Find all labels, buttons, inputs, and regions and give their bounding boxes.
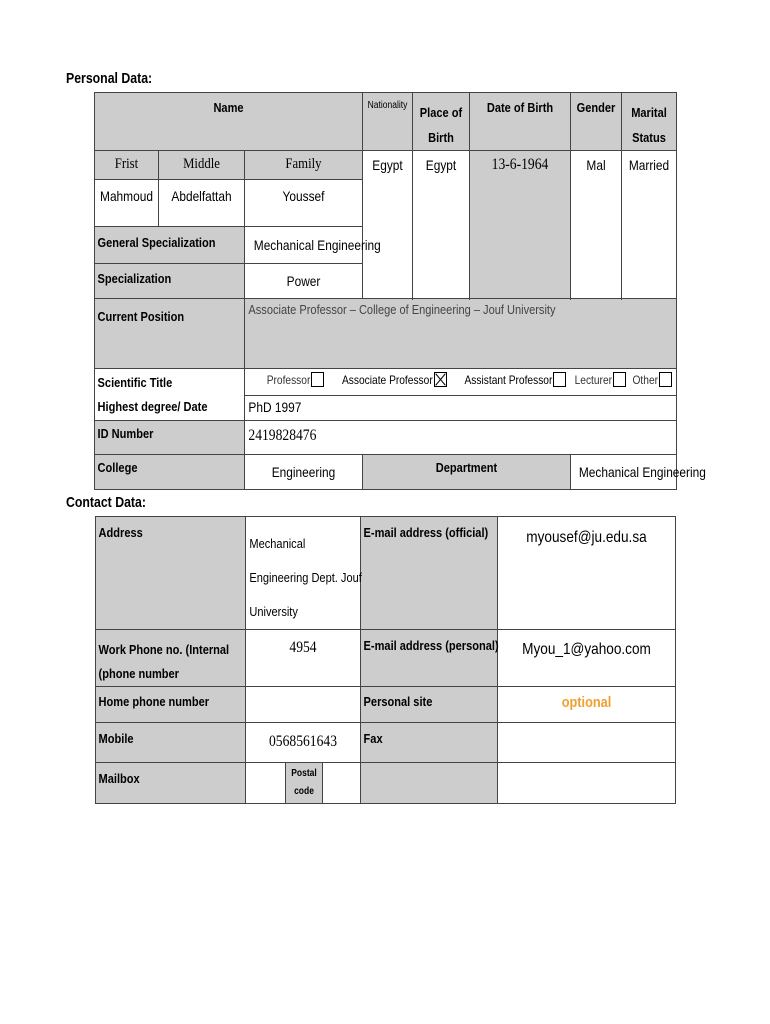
college-label: College [95, 455, 245, 490]
middle-name-header: Middle [159, 151, 245, 180]
personal-data-table [94, 92, 706, 490]
title-option-associate-professor[interactable]: Associate Professor [326, 372, 447, 387]
associate-professor-checkbox[interactable] [434, 372, 447, 387]
department-value: Mechanical Engineering [571, 455, 677, 490]
personal-data-title: Personal Data: [66, 70, 153, 87]
nationality-header: Nationality [363, 93, 413, 151]
family-name-value: Youssef [245, 180, 363, 227]
email-official-value[interactable]: myousef@ju.edu.sa [498, 517, 676, 630]
email-official-label: E-mail address (official) [361, 517, 498, 630]
email-personal-value[interactable]: Myou_1@yahoo.com [498, 630, 676, 687]
highest-degree-value: PhD 1997 [245, 396, 677, 421]
home-phone-label: Home phone number [96, 687, 246, 723]
id-number-value: 2419828476 [245, 421, 677, 455]
mobile-value: 0568561643 [246, 723, 361, 763]
postal-code-value [323, 763, 361, 804]
general-specialization-value: Mechanical Engineering [245, 227, 363, 264]
personal-site-value[interactable]: optional [498, 687, 676, 723]
nationality-value: Egypt [363, 151, 413, 299]
department-label: Department [363, 455, 571, 490]
work-phone-label: Work Phone no. (Internal (phone number [96, 630, 246, 687]
date-of-birth-value: 13-6-1964 [470, 151, 571, 299]
lecturer-checkbox[interactable] [613, 372, 626, 387]
title-option-assistant-professor[interactable]: Assistant Professor [449, 372, 566, 387]
scientific-title-label: Scientific Title [95, 369, 245, 396]
email-personal-label: E-mail address (personal) [361, 630, 498, 687]
mailbox-label: Mailbox [96, 763, 246, 804]
gender-value: Mal [571, 151, 622, 299]
title-option-lecturer[interactable]: Lecturer [568, 372, 626, 387]
id-number-label: ID Number [95, 421, 245, 455]
fax-value [498, 723, 676, 763]
place-of-birth-value: Egypt [413, 151, 470, 299]
fax-label: Fax [361, 723, 498, 763]
current-position-label: Current Position [95, 299, 245, 369]
place-of-birth-header: Place of Birth [413, 93, 470, 151]
name-header: Name [95, 93, 363, 151]
middle-name-value: Abdelfattah [159, 180, 245, 227]
empty-cell [498, 763, 676, 804]
gender-header: Gender [571, 93, 622, 151]
specialization-value: Power [245, 264, 363, 299]
work-phone-value: 4954 [246, 630, 361, 687]
current-position-value: Associate Professor – College of Engineering – Jouf University [245, 299, 677, 369]
home-phone-value [246, 687, 361, 723]
mailbox-value [246, 763, 286, 804]
mobile-label: Mobile [96, 723, 246, 763]
assistant-professor-checkbox[interactable] [553, 372, 566, 387]
highest-degree-label: Highest degree/ Date [95, 396, 245, 421]
marital-status-value: Married [622, 151, 677, 299]
contact-data-title: Contact Data: [66, 494, 146, 511]
specialization-label: Specialization [95, 264, 245, 299]
family-name-header: Family [245, 151, 363, 180]
address-value: Mechanical Engineering Dept. Jouf University [246, 517, 361, 630]
scientific-title-options [245, 369, 677, 396]
other-checkbox[interactable] [659, 372, 672, 387]
title-option-professor[interactable]: Professor [259, 372, 324, 387]
date-of-birth-header: Date of Birth [470, 93, 571, 151]
title-option-other[interactable]: Other [628, 372, 672, 387]
personal-site-label: Personal site [361, 687, 498, 723]
address-label: Address [96, 517, 246, 630]
general-specialization-label: General Specialization [95, 227, 245, 264]
first-name-value: Mahmoud [95, 180, 159, 227]
empty-gray-cell [361, 763, 498, 804]
first-name-header: Frist [95, 151, 159, 180]
postal-code-label: Postal code [286, 763, 323, 804]
college-value: Engineering [245, 455, 363, 490]
marital-status-header: Marital Status [622, 93, 677, 151]
professor-checkbox[interactable] [311, 372, 324, 387]
contact-data-table [95, 516, 676, 804]
